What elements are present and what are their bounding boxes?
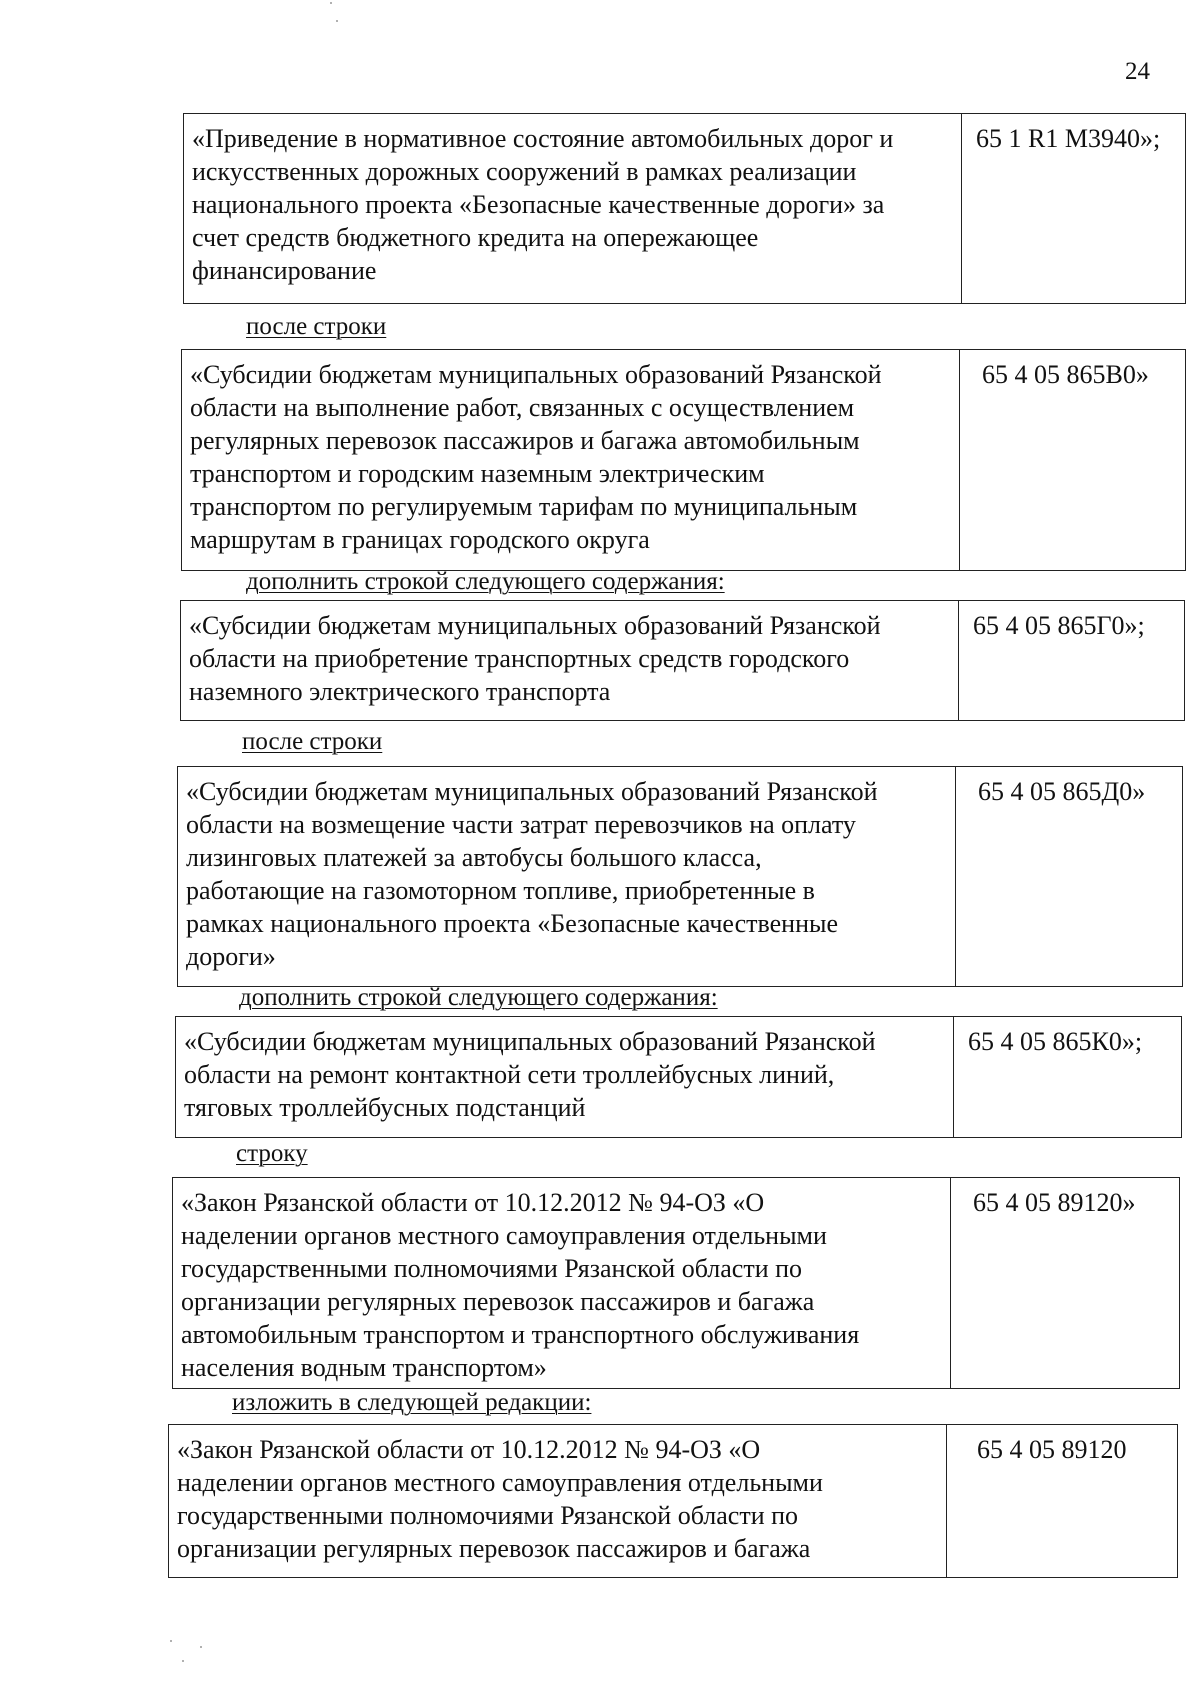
- row-description: «Субсидии бюджетам муниципальных образований Рязанской области на приобретение транспортных средств городского наземного электрического транспорта: [181, 601, 959, 720]
- row-code: 65 4 05 865К0»;: [968, 1027, 1143, 1056]
- instruction-text: строку: [236, 1140, 308, 1167]
- table-row: [177, 766, 1183, 987]
- scan-speck: [170, 1640, 172, 1642]
- row-description: «Субсидии бюджетам муниципальных образований Рязанской области на возмещение части затрат перевозчиков на оплату лизинговых платежей за автобусы большого класса, работающие на газомоторном топливе, приобретенные в рамках национального проекта «Безопасные качественные дороги»: [178, 767, 956, 986]
- instruction-text: дополнить строкой следующего содержания:: [239, 984, 718, 1011]
- scan-speck: [200, 1646, 202, 1648]
- scan-speck: [182, 1660, 184, 1662]
- page-number: 24: [1125, 58, 1150, 85]
- row-description: «Закон Рязанской области от 10.12.2012 № 94-ОЗ «О наделении органов местного самоуправления отдельными государственными полномочиями Рязанской области по организации регулярных перевозок пассажиров и багажа: [169, 1425, 947, 1577]
- instruction-text: после строки: [242, 728, 383, 755]
- row-code: 65 4 05 89120: [977, 1435, 1127, 1464]
- row-code: 65 4 05 865Г0»;: [973, 611, 1145, 640]
- table-row: [175, 1016, 1182, 1138]
- row-description: «Субсидии бюджетам муниципальных образований Рязанской области на выполнение работ, связанных с осуществлением регулярных перевозок пассажиров и багажа автомобильным транспортом и городским наземным электрическим транспортом по регулируемым тарифам по муниципальным маршрутам в границах городского округа: [182, 350, 960, 570]
- scan-speck: [330, 2, 332, 4]
- row-code: 65 4 05 865В0»: [982, 360, 1149, 389]
- row-description: «Субсидии бюджетам муниципальных образований Рязанской области на ремонт контактной сети троллейбусных линий, тяговых троллейбусных подстанций: [176, 1017, 954, 1137]
- row-description: «Приведение в нормативное состояние автомобильных дорог и искусственных дорожных сооружений в рамках реализации национального проекта «Безопасные качественные дороги» за счет средств бюджетного кредита на опережающее финансирование: [184, 114, 962, 303]
- table-row: [183, 113, 1186, 304]
- row-code: 65 4 05 89120»: [973, 1188, 1136, 1217]
- table-row: [181, 349, 1186, 571]
- row-description: «Закон Рязанской области от 10.12.2012 № 94-ОЗ «О наделении органов местного самоуправления отдельными государственными полномочиями Рязанской области по организации регулярных перевозок пассажиров и багажа автомобильным транспортом и транспортного обслуживания населения водным транспортом»: [173, 1178, 951, 1388]
- scan-speck: [336, 20, 338, 22]
- instruction-text: изложить в следующей редакции:: [232, 1389, 592, 1416]
- instruction-text: дополнить строкой следующего содержания:: [246, 568, 725, 595]
- table-row: [180, 600, 1185, 721]
- row-code: 65 1 R1 M3940»;: [976, 124, 1161, 153]
- instruction-text: после строки: [246, 313, 387, 340]
- row-code: 65 4 05 865Д0»: [978, 777, 1146, 806]
- table-row: [168, 1424, 1178, 1578]
- table-row: [172, 1177, 1180, 1389]
